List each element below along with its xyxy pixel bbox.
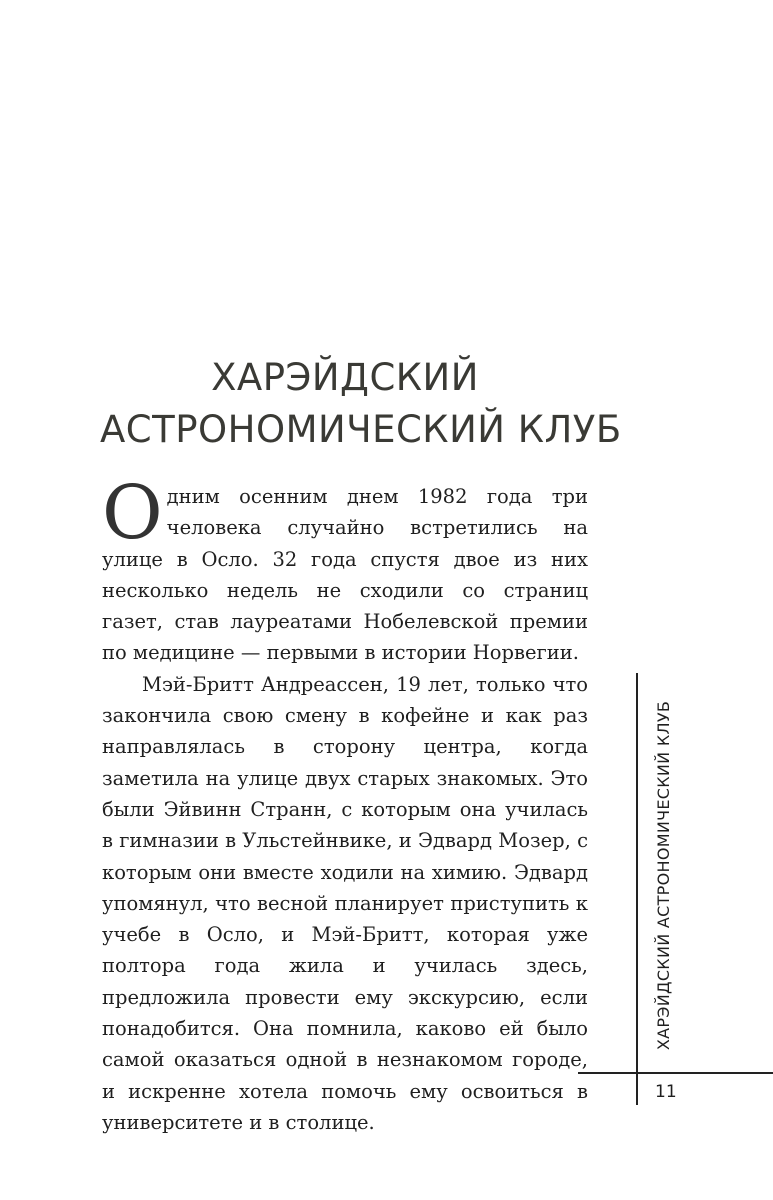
running-head	[644, 700, 684, 1050]
page-number: 11	[655, 1082, 677, 1102]
horizontal-rule	[578, 1072, 773, 1074]
drop-cap: О	[102, 470, 163, 556]
chapter-title-line-2: АСТРОНОМИЧЕСКИЙ КЛУБ	[100, 408, 622, 451]
chapter-title	[100, 352, 622, 456]
chapter-title-line-1: ХАРЭЙДСКИЙ	[211, 356, 479, 399]
vertical-rule	[636, 673, 638, 1105]
paragraph-1	[102, 470, 588, 669]
paragraph-2: Мэй-Бритт Андреассен, 19 лет, только что закончила свою смену в кофейне и как раз направлялась в сторону центра, когда заметила на улице двух старых знакомых. Это были Эйвинн Странн, с которым она училась в гимназии в Ульстейнвике, и Эдвард Мозер, с которым они вместе ходили на химию. Эдвард упомянул, что весной планирует приступить к учебе в Осло, и Мэй-Бритт, которая уже полтора года жила и училась здесь, предложила провести ему экскурсию, если понадобится. Она помнила, каково ей было самой оказаться одной в незнакомом городе, и искренне хотела помочь ему освоиться в университете и в столице.	[102, 672, 588, 1134]
running-head-text: ХАРЭЙДСКИЙ АСТРОНОМИЧЕСКИЙ КЛУБ	[654, 700, 674, 1050]
body-text	[102, 470, 588, 1138]
paragraph-1-text: дним осенним днем 1982 года три человека случайно встретились на улице в Осло. 32 года спустя двое из них несколько недель не сходили со страниц газет, став лауреатами Нобелевской премии по медицине — первыми в истории Норвегии.	[102, 485, 588, 665]
